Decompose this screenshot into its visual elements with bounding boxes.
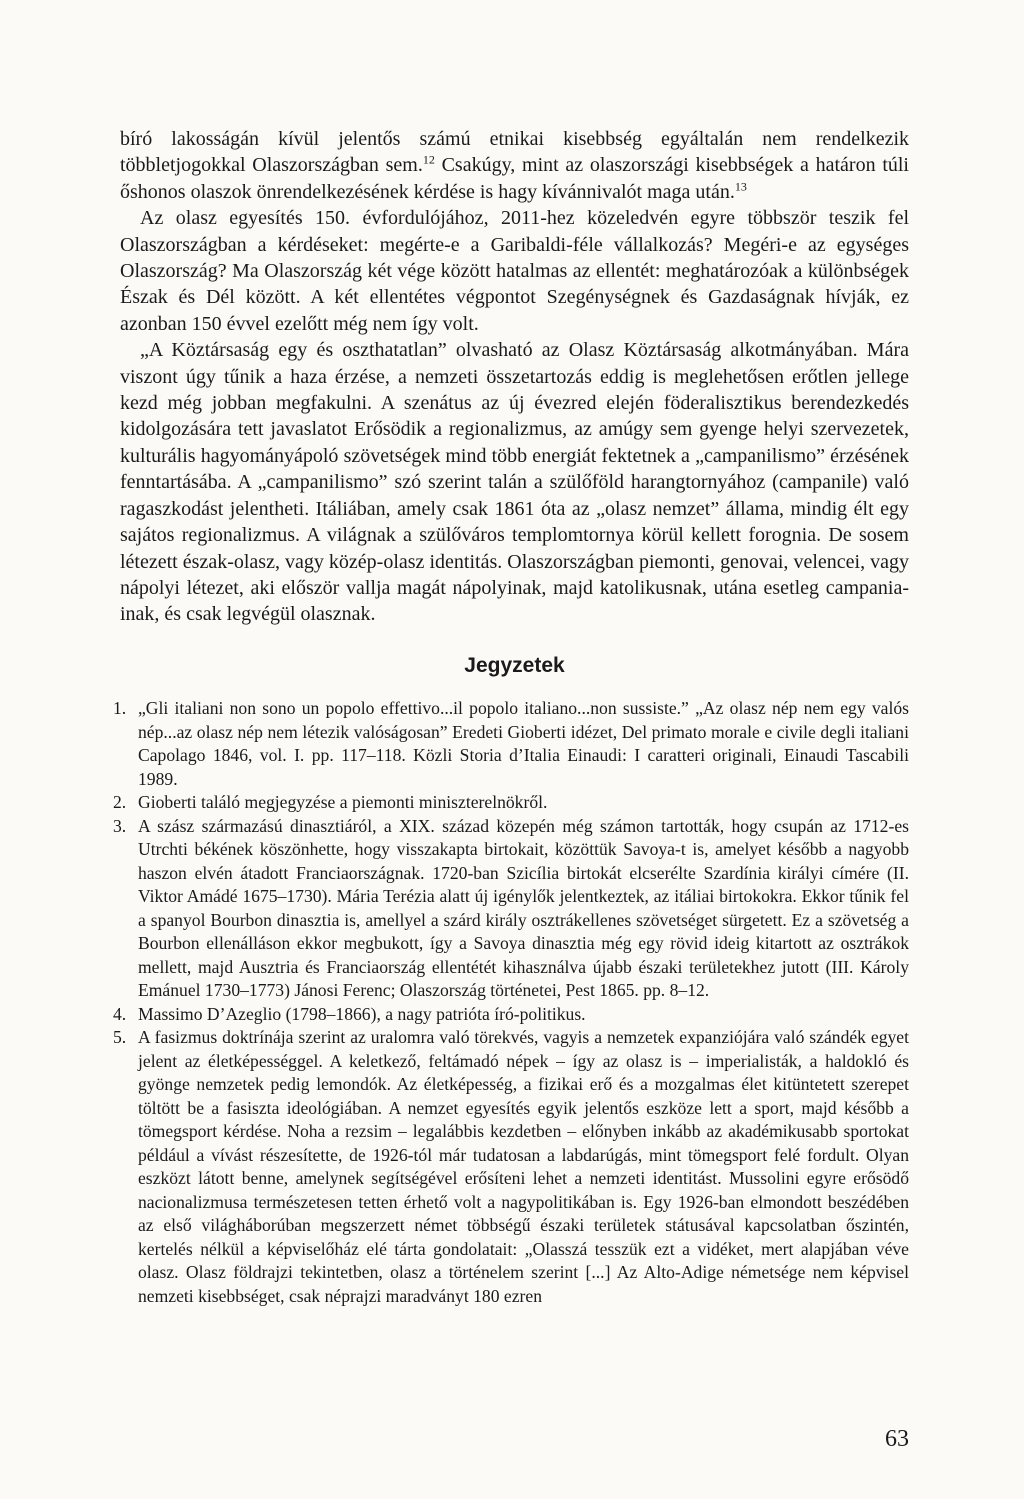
paragraph-1-part-a: bíró lakosságán kívül jelentős számú etnikai kisebbség egyáltalán nem rendelkezik többletjogokkal Olaszországban sem.: [120, 128, 909, 177]
note-text: A szász származású dinasztiáról, a XIX. század közepén még számon tartották, hogy csupán az 1712-es Utrchti békének köszönhette, hogy visszakapta birtokait, közöttük Savoya-t is, amelyet később a nagyobb haszon elvén átadott Franciaországnak. 1720-ban Szicília birtokát elcserélte Szardínia királyi címére (II. Viktor Amádé 1675–1730). Mária Terézia alatt új igénylők jelentkeztek, az itáliai birtokokra. Ekkor tűnik fel a spanyol Bourbon dinasztia is, amellyel a szárd király osztrákellenes szövetséget sürgetett. Ez a szövetség a Bourbon ellenálláson ekkor megbukott, így a Savoya dinasztia még egy rövid ideig kitartott az osztrákok mellett, majd Ausztria és Franciaország ellentétét kihasználva újabb északi területekhez jutott (III. Károly Emánuel 1730–1773) Jánosi Ferenc; Olaszország történetei, Pest 1865. pp. 8–12.: [138, 815, 909, 1000]
note-number: 5.: [113, 1027, 127, 1047]
paragraph-1-part-b: Csakúgy, mint az olaszországi kisebbségek a határon túli őshonos olaszok önrendelkezésének kérdése is hagy kívánnivalót maga után.: [120, 154, 909, 203]
page-number: 63: [885, 1426, 909, 1452]
note-number: 2.: [113, 792, 127, 812]
note-text: „Gli italiani non sono un popolo effettivo...il popolo italiano...non sussiste.” „Az olasz nép nem egy valós nép...az olasz nép nem létezik valóságosan” Eredeti Gioberti idézet, Del primato morale e civile degli italiani Capolago 1846, vol. I. pp. 117–118. Közli Storia d’Italia Einaudi: I caratteri originali, Einaudi Tascabili 1989.: [138, 698, 909, 789]
note-number: 3.: [113, 815, 127, 836]
note-number: 4.: [113, 1003, 127, 1024]
notes-heading: Jegyzetek: [464, 654, 565, 677]
paragraph-1: [120, 126, 909, 205]
paragraph-2: Az olasz egyesítés 150. évfordulójához, 2011-hez közeledvén egyre többször teszik fel Olaszországban a kérdéseket: megérte-e a Garibaldi-féle vállalkozás? Megéri-e az egységes Olaszország? Ma Olaszország két vége között hatalmas az ellentét: meghatározóak a különbségek Észak és Dél között. A két ellentétes végpontot Szegénységnek és Gazdaságnak hívják, ez azonban 150 évvel ezelőtt még nem így volt.: [120, 207, 909, 335]
note-number: 1.: [113, 698, 127, 718]
note-item: [113, 1026, 909, 1308]
note-item: [113, 1003, 909, 1027]
footnote-ref-12: 12: [422, 152, 435, 167]
footnote-ref-13: 13: [734, 179, 747, 194]
note-item: [113, 791, 909, 815]
note-item: [113, 697, 909, 791]
notes-list: [113, 697, 909, 1308]
note-text: Massimo D’Azeglio (1798–1866), a nagy patrióta író-politikus.: [138, 1003, 586, 1024]
note-text: Gioberti találó megjegyzése a piemonti miniszterelnökről.: [138, 792, 548, 812]
main-text: [120, 126, 909, 628]
paragraph-3: „A Köztársaság egy és oszthatatlan” olvasható az Olasz Köztársaság alkotmányában. Mára viszont úgy tűnik a haza érzése, a nemzeti összetartozás eddig is meglehetősen erőtlen jellege kezd még jobban megfakulni. A szenátus az új évezred elején föderalisztikus berendezkedés kidolgozására tett javaslatot Erősödik a regionalizmus, az amúgy sem gyenge helyi szervezetek, kulturális hagyományápoló szövetségek mind több energiát fektetnek a „campanilismo” érzésének fenntartásába. A „campanilismo” szó szerint talán a szülőföld harangtornyához (campanile) való ragaszkodást jelentheti. Itáliában, amely csak 1861 óta az „olasz nemzet” állama, mindig élt egy sajátos regionalizmus. A világnak a szülőváros templomtornya körül kellett forognia. De sosem létezett észak-olasz, vagy közép-olasz identitás. Olaszországban piemonti, genovai, velencei, vagy nápolyi létezet, aki először vallja magát nápolyinak, majd katolikusnak, utána esetleg campania-inak, és csak legvégül olasznak.: [120, 339, 909, 626]
note-item: [113, 815, 909, 1003]
note-text: A fasizmus doktrínája szerint az uralomra való törekvés, vagyis a nemzetek expanziójára való szándék egyet jelent az életképességgel. A keletkező, feltámadó népek – így az olasz is – imperialisták, a haldokló és gyönge nemzetek pedig lemondók. Az életképesség, a fizikai erő és a mozgalmas élet kitüntetett szerepet töltött be a fasiszta ideológiában. A nemzet egyesítés egyik jelentős eszköze lett a sport, majd később a tömegsport kérdése. Noha a rezsim – legalábbis kezdetben – előnyben inkább az akadémikusabb sportokat például a vívást részesítette, de 1926-tól már tudatosan a labdarúgás, mint tömegsport felé fordult. Olyan eszközt látott benne, amelynek segítségével erősíteni lehet a nemzeti identitást. Mussolini egyre erősödő nacionalizmusa természetesen tetten érhető volt a nagypolitikában is. Egy 1926-ban elmondott beszédében az első világháborúban megszerzett német többségű északi területek státusával kapcsolatban őszintén, kertelés nélkül a képviselőház elé tárta gondolatait: „Olasszá tesszük ezt a vidéket, mert alapjában véve olasz. Olasz földrajzi tekintetben, olasz a történelem szerint [...] Az Alto-Adige németsége nem képvisel nemzeti kisebbséget, csak néprajzi maradványt 180 ezren: [138, 1027, 909, 1306]
